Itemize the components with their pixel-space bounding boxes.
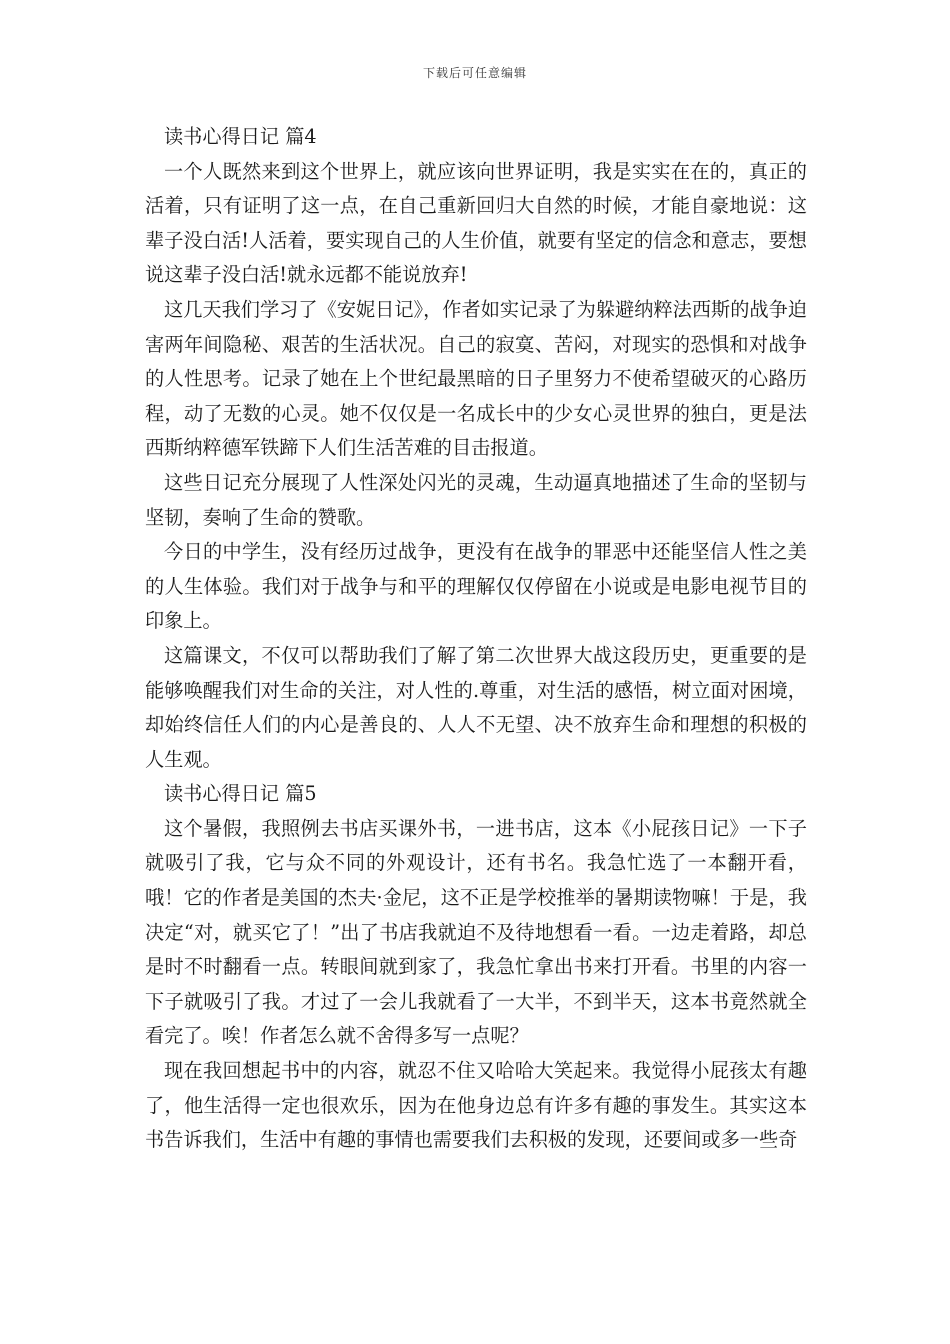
section-title: 读书心得日记 篇4 [164,125,317,148]
paragraph: 这个暑假，我照例去书店买课外书，一进书店，这本《小屁孩日记》一下子就吸引了我，它与众不同的外观设计，还有书名。我急忙选了一本翻开看，哦！它的作者是美国的杰夫·金尼，这不正是学校推举的暑期读物嘛！于是，我决定“对，就买它了！”出了书店我就迫不及待地想看一看。一边走着路，却总是时不时翻看一点。转眼间就到家了，我急忙拿出书来打开看。书里的内容一下子就吸引了我。才过了一会儿我就看了一大半，不到半天，这本书竟然就全看完了。唉！作者怎么就不舍得多写一点呢？ [145,816,807,1048]
page-header: 下载后可任意编辑 [422,66,527,80]
diary-section-5 [145,777,807,1158]
paragraph: 今日的中学生，没有经历过战争，更没有在战争的罪恶中还能坚信人性之美的人生体验。我们对于战争与和平的理解仅仅停留在小说或是电影电视节目的印象上。 [145,540,807,633]
paragraph: 这几天我们学习了《安妮日记》，作者如实记录了为躲避纳粹法西斯的战争迫害两年间隐秘、艰苦的生活状况。自己的寂寞、苦闷，对现实的恐惧和对战争的人性思考。记录了她在上个世纪最黑暗的日子里努力不使希望破灭的心路历程，动了无数的心灵。她不仅仅是一名成长中的少女心灵世界的独白，更是法西斯纳粹德军铁蹄下人们生活苦难的目击报道。 [145,297,807,460]
paragraph: 这些日记充分展现了人性深处闪光的灵魂，生动逼真地描述了生命的坚韧与坚韧，奏响了生命的赞歌。 [145,470,807,529]
diary-section-4 [145,120,807,777]
section-title: 读书心得日记 篇5 [164,782,317,806]
paragraph: 一个人既然来到这个世界上，就应该向世界证明，我是实实在在的，真正的活着，只有证明了这一点，在自己重新回归大自然的时候，才能自豪地说：这辈子没白活!人活着，要实现自己的人生价值，就要有坚定的信念和意志，要想说这辈子没白活!就永远都不能说放弃! [145,159,807,287]
paragraph: 这篇课文，不仅可以帮助我们了解了第二次世界大战这段历史，更重要的是能够唤醒我们对生命的关注，对人性的.尊重，对生活的感悟，树立面对困境，却始终信任人们的内心是善良的、人人不无望、决不放弃生命和理想的积极的人生观。 [145,643,807,771]
document-body [145,120,807,1158]
paragraph: 现在我回想起书中的内容，就忍不住又哈哈大笑起来。我觉得小屁孩太有趣了，他生活得一定也很欢乐，因为在他身边总有许多有趣的事发生。其实这本书告诉我们，生活中有趣的事情也需要我们去积极的发现，还要间或多一些奇 [145,1059,807,1152]
